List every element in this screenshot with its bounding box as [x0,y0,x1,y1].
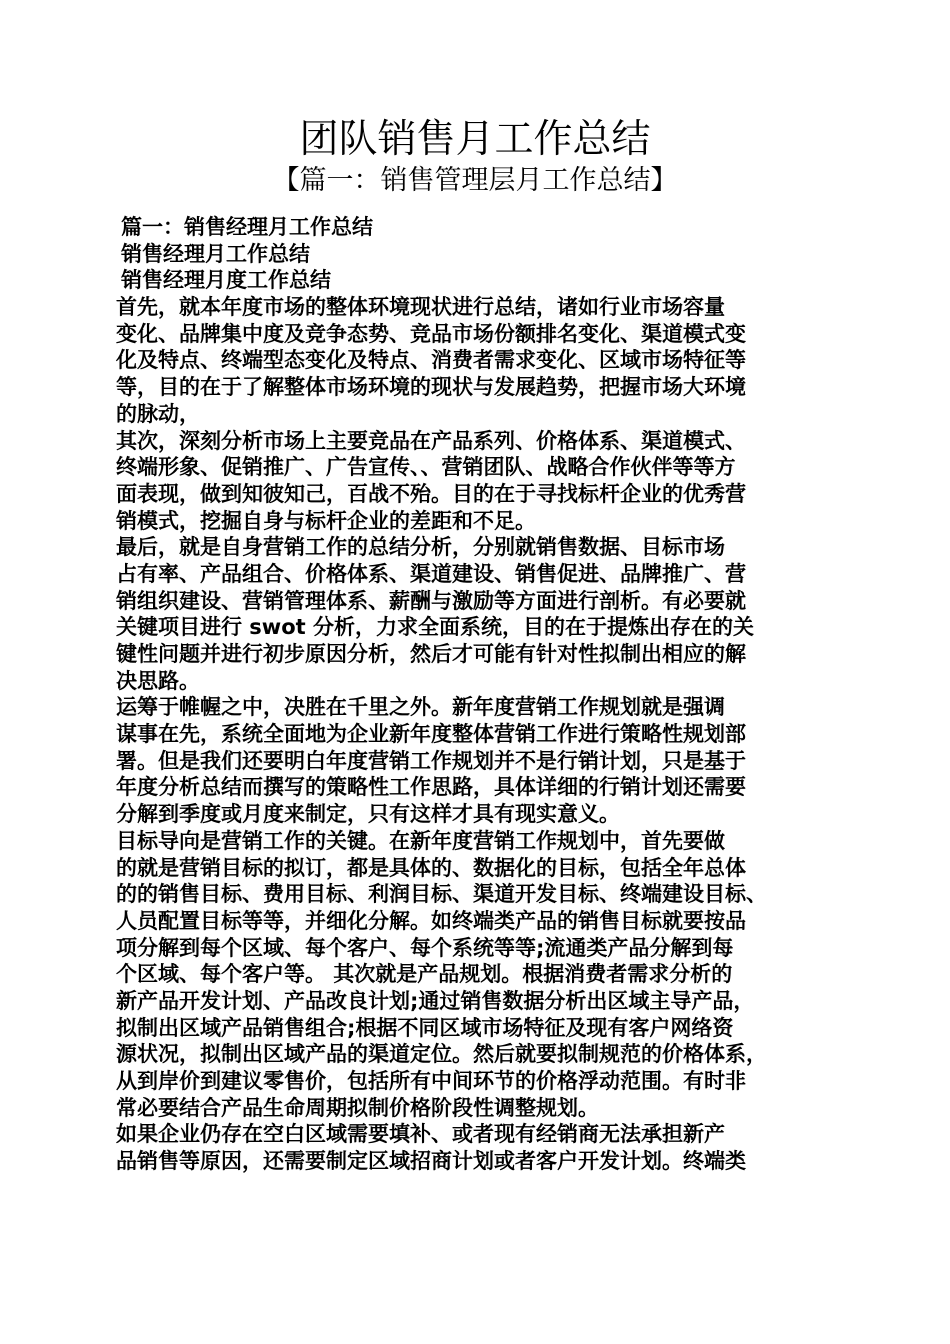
body-line: 项分解到每个区域、每个客户、每个系统等等;流通类产品分解到每 [116,935,734,960]
body-line: 署。但是我们还要明白年度营销工作规划并不是行销计划，只是基于 [116,748,746,773]
body-line: 的脉动， [116,401,200,426]
body-line: 从到岸价到建议零售价，包括所有中间环节的价格浮动范围。有时非 [116,1069,746,1093]
body-line: 运筹于帷幄之中，决胜在千里之外。新年度营销工作规划就是强调 [116,695,725,720]
body-line: 最后，就是自身营销工作的总结分析，分别就销售数据、目标市场 [116,535,725,560]
body-line: 年度分析总结而撰写的策略性工作思路，具体详细的行销计划还需要 [116,775,746,800]
body-line: 等，目的在于了解整体市场环境的现状与发展趋势，把握市场大环境 [116,375,746,400]
body-line: 其次，深刻分析市场上主要竞品在产品系列、价格体系、渠道模式、 [116,428,746,453]
body-line: 的就是营销目标的拟订，都是具体的、数据化的目标，包括全年总体 [116,855,746,880]
body-line: 常必要结合产品生命周期拟制价格阶段性调整规划。 [116,1095,599,1120]
body-line: 变化、品牌集中度及竞争态势、竞品市场份额排名变化、渠道模式变 [116,321,746,346]
section-heading: 篇一：销售经理月工作总结 [121,215,373,239]
body-line: 目标导向是营销工作的关键。在新年度营销工作规划中，首先要做 [116,828,725,853]
body-line: 首先，就本年度市场的整体环境现状进行总结，诸如行业市场容量 [116,295,725,320]
body-line: 分解到季度或月度来制定，只有这样才具有现实意义。 [116,802,620,827]
document-title: 团队销售月工作总结 [299,117,651,162]
body-line: 人员配置目标等等，并细化分解。如终端类产品的销售目标就要按品 [116,908,746,933]
body-line: 占有率、产品组合、价格体系、渠道建设、销售促进、品牌推广、营 [116,561,746,586]
body-line: 面表现，做到知彼知己，百战不殆。目的在于寻找标杆企业的优秀营 [116,481,746,506]
body-line: 终端形象、促销推广、广告宣传、、营销团队、战略合作伙伴等等方 [116,455,736,480]
body-line: 拟制出区域产品销售组合;根据不同区域市场特征及现有客户网络资 [116,1015,734,1040]
section-heading: 销售经理月度工作总结 [121,268,331,293]
body-line: 个区域、每个客户等。 其次就是产品规划。根据消费者需求分析的 [116,962,733,987]
body-line: 品销售等原因，还需要制定区域招商计划或者客户开发计划。终端类 [116,1149,746,1174]
body-line: 如果企业仍存在空白区域需要填补、或者现有经销商无法承担新产 [116,1122,725,1147]
document-body [116,214,840,1175]
section-heading: 销售经理月工作总结 [121,241,310,266]
document-subtitle: 【篇一：销售管理层月工作总结】 [272,165,678,196]
body-line: 决思路。 [116,668,200,693]
body-line: 源状况，拟制出区域产品的渠道定位。然后就要拟制规范的价格体系， [116,1042,767,1067]
body-line: 键性问题并进行初步原因分析，然后才可能有针对性拟制出相应的解 [116,642,746,666]
body-line: 销组织建设、营销管理体系、薪酬与激励等方面进行剖析。有必要就 [116,588,746,613]
body-line: 谋事在先，系统全面地为企业新年度整体营销工作进行策略性规划部 [116,722,746,747]
body-line: 化及特点、终端型态变化及特点、消费者需求变化、区域市场特征等 [116,348,746,373]
body-line: 关键项目进行 swot 分析，力求全面系统，目的在于提炼出存在的关 [116,615,754,640]
body-line: 销模式，挖掘自身与标杆企业的差距和不足。 [116,508,536,533]
body-line: 的的销售目标、费用目标、利润目标、渠道开发目标、终端建设目标、 [116,882,767,907]
body-line: 新产品开发计划、产品改良计划;通过销售数据分析出区域主导产品， [116,988,755,1013]
